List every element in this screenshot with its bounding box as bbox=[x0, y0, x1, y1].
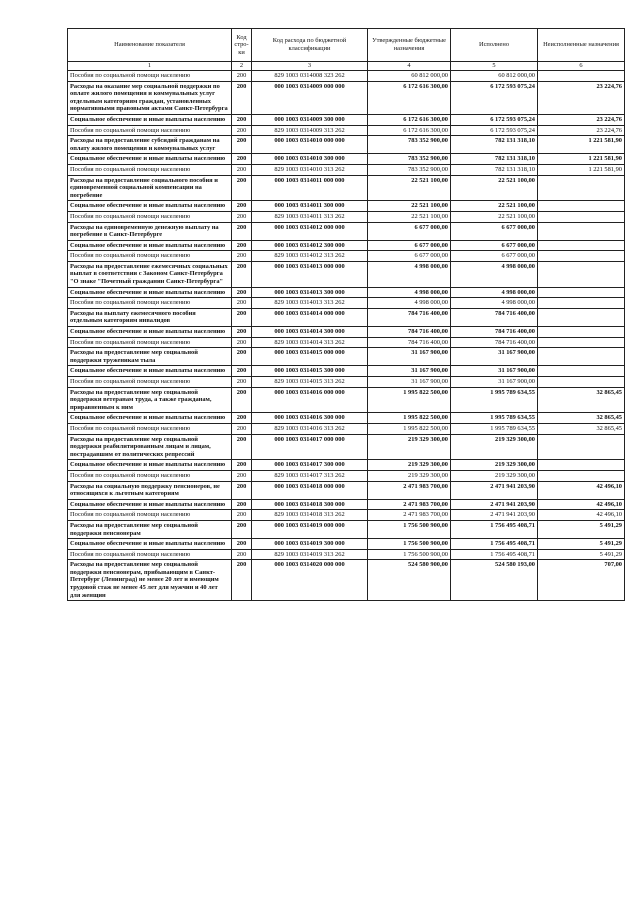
row-approved-amount: 22 521 100,00 bbox=[368, 211, 451, 222]
table-row bbox=[68, 71, 625, 82]
table-row bbox=[68, 287, 625, 298]
column-number: 5 bbox=[451, 62, 538, 71]
row-line-code: 200 bbox=[232, 211, 252, 222]
row-unexecuted-amount bbox=[538, 298, 625, 309]
row-indicator-name: Пособия по социальной помощи населению bbox=[68, 71, 232, 82]
row-executed-amount: 22 521 100,00 bbox=[451, 175, 538, 201]
row-approved-amount: 4 998 000,00 bbox=[368, 261, 451, 287]
row-expense-code: 000 1003 0314018 000 000 bbox=[252, 481, 368, 499]
row-expense-code: 000 1003 0314011 000 000 bbox=[252, 175, 368, 201]
column-number: 6 bbox=[538, 62, 625, 71]
row-approved-amount: 784 716 400,00 bbox=[368, 308, 451, 326]
row-approved-amount: 31 167 900,00 bbox=[368, 348, 451, 366]
table-header-row bbox=[68, 29, 625, 62]
row-unexecuted-amount: 32 865,45 bbox=[538, 413, 625, 424]
row-line-code: 200 bbox=[232, 164, 252, 175]
column-number: 2 bbox=[232, 62, 252, 71]
table-row bbox=[68, 560, 625, 601]
row-expense-code: 000 1003 0314014 300 000 bbox=[252, 327, 368, 338]
row-line-code: 200 bbox=[232, 366, 252, 377]
row-line-code: 200 bbox=[232, 114, 252, 125]
row-expense-code: 829 1003 0314016 313 262 bbox=[252, 423, 368, 434]
row-indicator-name: Социальное обеспечение и иные выплаты населению bbox=[68, 327, 232, 338]
row-expense-code: 000 1003 0314009 000 000 bbox=[252, 81, 368, 114]
row-unexecuted-amount bbox=[538, 222, 625, 240]
row-expense-code: 829 1003 0314008 323 262 bbox=[252, 71, 368, 82]
row-approved-amount: 22 521 100,00 bbox=[368, 201, 451, 212]
row-unexecuted-amount: 23 224,76 bbox=[538, 81, 625, 114]
table-row bbox=[68, 510, 625, 521]
budget-execution-table bbox=[67, 28, 625, 601]
row-approved-amount: 219 329 300,00 bbox=[368, 434, 451, 460]
row-line-code: 200 bbox=[232, 154, 252, 165]
row-expense-code: 000 1003 0314010 300 000 bbox=[252, 154, 368, 165]
row-unexecuted-amount bbox=[538, 201, 625, 212]
table-row bbox=[68, 81, 625, 114]
row-line-code: 200 bbox=[232, 413, 252, 424]
row-executed-amount: 782 131 318,10 bbox=[451, 136, 538, 154]
row-indicator-name: Расходы на выплату ежемесячного пособия отдельным категориям инвалидов bbox=[68, 308, 232, 326]
row-indicator-name: Пособия по социальной помощи населению bbox=[68, 125, 232, 136]
row-unexecuted-amount: 42 496,10 bbox=[538, 510, 625, 521]
row-executed-amount: 1 995 789 634,55 bbox=[451, 423, 538, 434]
header-executed: Исполнено bbox=[451, 29, 538, 62]
row-expense-code: 829 1003 0314009 313 262 bbox=[252, 125, 368, 136]
row-executed-amount: 4 998 000,00 bbox=[451, 287, 538, 298]
row-approved-amount: 1 756 500 900,00 bbox=[368, 520, 451, 538]
row-unexecuted-amount bbox=[538, 366, 625, 377]
row-indicator-name: Расходы на единовременную денежную выплату на погребение в Санкт-Петербурге bbox=[68, 222, 232, 240]
row-indicator-name: Расходы на предоставление мер социальной поддержки пенсионерам, прибывающим в Санкт-Петербург (Ленинград) не менее 20 лет и имеющим трудовой стаж не менее 45 лет для мужчин и 40 лет для женщин bbox=[68, 560, 232, 601]
row-approved-amount: 6 172 616 300,00 bbox=[368, 81, 451, 114]
row-unexecuted-amount: 1 221 581,90 bbox=[538, 154, 625, 165]
row-executed-amount: 524 580 193,00 bbox=[451, 560, 538, 601]
row-indicator-name: Пособия по социальной помощи населению bbox=[68, 549, 232, 560]
row-approved-amount: 31 167 900,00 bbox=[368, 377, 451, 388]
table-row bbox=[68, 154, 625, 165]
table-row bbox=[68, 201, 625, 212]
row-executed-amount: 1 756 495 408,71 bbox=[451, 539, 538, 550]
row-approved-amount: 1 995 822 500,00 bbox=[368, 387, 451, 413]
row-unexecuted-amount: 5 491,29 bbox=[538, 520, 625, 538]
row-indicator-name: Пособия по социальной помощи населению bbox=[68, 298, 232, 309]
column-number: 1 bbox=[68, 62, 232, 71]
row-indicator-name: Расходы на социальную поддержку пенсионеров, не относящихся к льготным категориям bbox=[68, 481, 232, 499]
row-approved-amount: 1 995 822 500,00 bbox=[368, 423, 451, 434]
row-expense-code: 829 1003 0314013 313 262 bbox=[252, 298, 368, 309]
row-approved-amount: 1 995 822 500,00 bbox=[368, 413, 451, 424]
row-executed-amount: 31 167 900,00 bbox=[451, 348, 538, 366]
row-unexecuted-amount bbox=[538, 240, 625, 251]
row-executed-amount: 6 677 000,00 bbox=[451, 222, 538, 240]
row-expense-code: 829 1003 0314012 313 262 bbox=[252, 251, 368, 262]
row-unexecuted-amount: 23 224,76 bbox=[538, 114, 625, 125]
row-expense-code: 000 1003 0314014 000 000 bbox=[252, 308, 368, 326]
row-expense-code: 000 1003 0314013 300 000 bbox=[252, 287, 368, 298]
row-unexecuted-amount: 707,00 bbox=[538, 560, 625, 601]
row-line-code: 200 bbox=[232, 460, 252, 471]
row-line-code: 200 bbox=[232, 348, 252, 366]
row-line-code: 200 bbox=[232, 434, 252, 460]
row-indicator-name: Социальное обеспечение и иные выплаты населению bbox=[68, 366, 232, 377]
row-unexecuted-amount bbox=[538, 71, 625, 82]
row-executed-amount: 4 998 000,00 bbox=[451, 261, 538, 287]
row-indicator-name: Расходы на предоставление мер социальной поддержки реабилитированным лицам и лицам, пострадавшим от политических репрессий bbox=[68, 434, 232, 460]
row-indicator-name: Расходы на предоставление социального пособия и единовременной социальной компенсации на погребение bbox=[68, 175, 232, 201]
row-unexecuted-amount: 32 865,45 bbox=[538, 423, 625, 434]
row-line-code: 200 bbox=[232, 81, 252, 114]
row-line-code: 200 bbox=[232, 222, 252, 240]
table-row bbox=[68, 549, 625, 560]
table-row bbox=[68, 164, 625, 175]
row-expense-code: 000 1003 0314015 000 000 bbox=[252, 348, 368, 366]
row-executed-amount: 2 471 941 203,90 bbox=[451, 499, 538, 510]
row-line-code: 200 bbox=[232, 520, 252, 538]
table-row bbox=[68, 499, 625, 510]
row-approved-amount: 784 716 400,00 bbox=[368, 327, 451, 338]
row-executed-amount: 219 329 300,00 bbox=[451, 460, 538, 471]
row-unexecuted-amount: 1 221 581,90 bbox=[538, 164, 625, 175]
row-expense-code: 000 1003 0314010 000 000 bbox=[252, 136, 368, 154]
row-executed-amount: 6 677 000,00 bbox=[451, 251, 538, 262]
row-approved-amount: 31 167 900,00 bbox=[368, 366, 451, 377]
row-executed-amount: 2 471 941 203,90 bbox=[451, 510, 538, 521]
row-expense-code: 000 1003 0314017 300 000 bbox=[252, 460, 368, 471]
table-row bbox=[68, 125, 625, 136]
row-indicator-name: Социальное обеспечение и иные выплаты населению bbox=[68, 114, 232, 125]
row-expense-code: 000 1003 0314016 300 000 bbox=[252, 413, 368, 424]
row-expense-code: 829 1003 0314015 313 262 bbox=[252, 377, 368, 388]
row-unexecuted-amount bbox=[538, 211, 625, 222]
row-line-code: 200 bbox=[232, 423, 252, 434]
table-row bbox=[68, 308, 625, 326]
row-approved-amount: 524 580 900,00 bbox=[368, 560, 451, 601]
row-executed-amount: 784 716 400,00 bbox=[451, 327, 538, 338]
table-row bbox=[68, 423, 625, 434]
row-unexecuted-amount: 42 496,10 bbox=[538, 499, 625, 510]
row-approved-amount: 1 756 500 900,00 bbox=[368, 539, 451, 550]
table-row bbox=[68, 387, 625, 413]
table-row bbox=[68, 261, 625, 287]
row-expense-code: 829 1003 0314019 313 262 bbox=[252, 549, 368, 560]
row-approved-amount: 2 471 983 700,00 bbox=[368, 481, 451, 499]
row-approved-amount: 219 329 300,00 bbox=[368, 470, 451, 481]
budget-report-sheet bbox=[67, 28, 624, 601]
row-line-code: 200 bbox=[232, 136, 252, 154]
row-line-code: 200 bbox=[232, 261, 252, 287]
row-expense-code: 829 1003 0314011 313 262 bbox=[252, 211, 368, 222]
table-row bbox=[68, 481, 625, 499]
row-approved-amount: 784 716 400,00 bbox=[368, 337, 451, 348]
row-executed-amount: 22 521 100,00 bbox=[451, 211, 538, 222]
row-unexecuted-amount bbox=[538, 460, 625, 471]
column-number-row bbox=[68, 62, 625, 71]
table-row bbox=[68, 175, 625, 201]
row-unexecuted-amount: 1 221 581,90 bbox=[538, 136, 625, 154]
row-executed-amount: 782 131 318,10 bbox=[451, 164, 538, 175]
row-unexecuted-amount bbox=[538, 470, 625, 481]
table-row bbox=[68, 539, 625, 550]
row-approved-amount: 22 521 100,00 bbox=[368, 175, 451, 201]
row-unexecuted-amount bbox=[538, 175, 625, 201]
row-expense-code: 000 1003 0314016 000 000 bbox=[252, 387, 368, 413]
row-approved-amount: 2 471 983 700,00 bbox=[368, 510, 451, 521]
row-line-code: 200 bbox=[232, 470, 252, 481]
table-row bbox=[68, 251, 625, 262]
row-unexecuted-amount bbox=[538, 434, 625, 460]
row-indicator-name: Социальное обеспечение и иные выплаты населению bbox=[68, 154, 232, 165]
table-body bbox=[68, 71, 625, 601]
header-line-code: Код стро-ки bbox=[232, 29, 252, 62]
row-executed-amount: 2 471 941 203,90 bbox=[451, 481, 538, 499]
row-executed-amount: 1 995 789 634,55 bbox=[451, 413, 538, 424]
row-approved-amount: 4 998 000,00 bbox=[368, 298, 451, 309]
table-row bbox=[68, 366, 625, 377]
row-unexecuted-amount: 42 496,10 bbox=[538, 481, 625, 499]
row-indicator-name: Пособия по социальной помощи населению bbox=[68, 423, 232, 434]
row-indicator-name: Социальное обеспечение и иные выплаты населению bbox=[68, 539, 232, 550]
row-approved-amount: 1 756 500 900,00 bbox=[368, 549, 451, 560]
row-expense-code: 829 1003 0314010 313 262 bbox=[252, 164, 368, 175]
table-row bbox=[68, 114, 625, 125]
row-indicator-name: Пособия по социальной помощи населению bbox=[68, 470, 232, 481]
row-executed-amount: 6 677 000,00 bbox=[451, 240, 538, 251]
row-line-code: 200 bbox=[232, 251, 252, 262]
row-indicator-name: Социальное обеспечение и иные выплаты населению bbox=[68, 240, 232, 251]
row-unexecuted-amount bbox=[538, 261, 625, 287]
row-indicator-name: Пособия по социальной помощи населению bbox=[68, 337, 232, 348]
row-approved-amount: 6 677 000,00 bbox=[368, 222, 451, 240]
row-indicator-name: Расходы на предоставление мер социальной поддержки ветеранам труда, а также гражданам, приравненным к ним bbox=[68, 387, 232, 413]
table-row bbox=[68, 240, 625, 251]
table-row bbox=[68, 348, 625, 366]
row-unexecuted-amount bbox=[538, 348, 625, 366]
table-row bbox=[68, 327, 625, 338]
table-row bbox=[68, 460, 625, 471]
row-expense-code: 000 1003 0314012 300 000 bbox=[252, 240, 368, 251]
row-approved-amount: 6 677 000,00 bbox=[368, 240, 451, 251]
row-line-code: 200 bbox=[232, 175, 252, 201]
row-executed-amount: 1 756 495 408,71 bbox=[451, 549, 538, 560]
header-approved: Утвержденные бюджетные назначения bbox=[368, 29, 451, 62]
table-row bbox=[68, 520, 625, 538]
row-expense-code: 829 1003 0314017 313 262 bbox=[252, 470, 368, 481]
row-executed-amount: 784 716 400,00 bbox=[451, 337, 538, 348]
row-approved-amount: 6 677 000,00 bbox=[368, 251, 451, 262]
row-expense-code: 000 1003 0314012 000 000 bbox=[252, 222, 368, 240]
row-approved-amount: 219 329 300,00 bbox=[368, 460, 451, 471]
row-indicator-name: Социальное обеспечение и иные выплаты населению bbox=[68, 460, 232, 471]
row-approved-amount: 783 352 900,00 bbox=[368, 164, 451, 175]
row-line-code: 200 bbox=[232, 201, 252, 212]
row-unexecuted-amount: 5 491,29 bbox=[538, 539, 625, 550]
row-expense-code: 829 1003 0314014 313 262 bbox=[252, 337, 368, 348]
row-unexecuted-amount bbox=[538, 337, 625, 348]
row-indicator-name: Социальное обеспечение и иные выплаты населению bbox=[68, 287, 232, 298]
row-unexecuted-amount: 32 865,45 bbox=[538, 387, 625, 413]
table-row bbox=[68, 413, 625, 424]
row-executed-amount: 6 172 593 075,24 bbox=[451, 114, 538, 125]
row-expense-code: 000 1003 0314018 300 000 bbox=[252, 499, 368, 510]
row-executed-amount: 6 172 593 075,24 bbox=[451, 81, 538, 114]
row-line-code: 200 bbox=[232, 298, 252, 309]
row-indicator-name: Пособия по социальной помощи населению bbox=[68, 510, 232, 521]
table-row bbox=[68, 298, 625, 309]
row-line-code: 200 bbox=[232, 337, 252, 348]
row-unexecuted-amount bbox=[538, 377, 625, 388]
row-line-code: 200 bbox=[232, 560, 252, 601]
row-line-code: 200 bbox=[232, 125, 252, 136]
table-row bbox=[68, 377, 625, 388]
row-expense-code: 000 1003 0314009 300 000 bbox=[252, 114, 368, 125]
row-indicator-name: Расходы на предоставление субсидий гражданам на оплату жилого помещения и коммунальных услуг bbox=[68, 136, 232, 154]
row-indicator-name: Расходы на оказание мер социальной поддержки по оплате жилого помещения и коммунальных услуг отдельным категориям граждан, установленных нормативными правовыми актами Санкт-Петербурга bbox=[68, 81, 232, 114]
header-indicator-name: Наименование показателя bbox=[68, 29, 232, 62]
row-line-code: 200 bbox=[232, 287, 252, 298]
row-approved-amount: 2 471 983 700,00 bbox=[368, 499, 451, 510]
table-row bbox=[68, 136, 625, 154]
row-approved-amount: 60 812 000,00 bbox=[368, 71, 451, 82]
row-approved-amount: 6 172 616 300,00 bbox=[368, 114, 451, 125]
table-row bbox=[68, 211, 625, 222]
row-indicator-name: Расходы на предоставление мер социальной поддержки труженикам тыла bbox=[68, 348, 232, 366]
row-line-code: 200 bbox=[232, 510, 252, 521]
row-line-code: 200 bbox=[232, 387, 252, 413]
column-number: 4 bbox=[368, 62, 451, 71]
row-expense-code: 000 1003 0314011 300 000 bbox=[252, 201, 368, 212]
row-executed-amount: 784 716 400,00 bbox=[451, 308, 538, 326]
row-line-code: 200 bbox=[232, 499, 252, 510]
row-expense-code: 000 1003 0314020 000 000 bbox=[252, 560, 368, 601]
row-approved-amount: 6 172 616 300,00 bbox=[368, 125, 451, 136]
row-executed-amount: 31 167 900,00 bbox=[451, 377, 538, 388]
row-executed-amount: 60 812 000,00 bbox=[451, 71, 538, 82]
row-expense-code: 829 1003 0314018 313 262 bbox=[252, 510, 368, 521]
row-executed-amount: 782 131 318,10 bbox=[451, 154, 538, 165]
row-indicator-name: Пособия по социальной помощи населению bbox=[68, 377, 232, 388]
row-indicator-name: Пособия по социальной помощи населению bbox=[68, 211, 232, 222]
row-indicator-name: Социальное обеспечение и иные выплаты населению bbox=[68, 201, 232, 212]
row-unexecuted-amount: 5 491,29 bbox=[538, 549, 625, 560]
row-executed-amount: 31 167 900,00 bbox=[451, 366, 538, 377]
table-row bbox=[68, 337, 625, 348]
table-row bbox=[68, 222, 625, 240]
row-executed-amount: 219 329 300,00 bbox=[451, 470, 538, 481]
row-executed-amount: 219 329 300,00 bbox=[451, 434, 538, 460]
header-unexecuted: Неисполненные назначения bbox=[538, 29, 625, 62]
row-expense-code: 000 1003 0314013 000 000 bbox=[252, 261, 368, 287]
row-line-code: 200 bbox=[232, 549, 252, 560]
row-approved-amount: 4 998 000,00 bbox=[368, 287, 451, 298]
row-line-code: 200 bbox=[232, 327, 252, 338]
row-expense-code: 000 1003 0314017 000 000 bbox=[252, 434, 368, 460]
row-indicator-name: Расходы на предоставление мер социальной поддержки пенсионерам bbox=[68, 520, 232, 538]
header-expense-code: Код расхода по бюджетной классификации bbox=[252, 29, 368, 62]
row-line-code: 200 bbox=[232, 240, 252, 251]
row-indicator-name: Расходы на предоставление ежемесячных социальных выплат в соответствии с Законом Санкт-Петербурга "О знаке "Почетный гражданин Санкт-Петербурга" bbox=[68, 261, 232, 287]
row-indicator-name: Пособия по социальной помощи населению bbox=[68, 164, 232, 175]
row-line-code: 200 bbox=[232, 481, 252, 499]
row-indicator-name: Социальное обеспечение и иные выплаты населению bbox=[68, 499, 232, 510]
row-unexecuted-amount bbox=[538, 327, 625, 338]
row-expense-code: 000 1003 0314019 000 000 bbox=[252, 520, 368, 538]
row-indicator-name: Социальное обеспечение и иные выплаты населению bbox=[68, 413, 232, 424]
row-approved-amount: 783 352 900,00 bbox=[368, 154, 451, 165]
column-number: 3 bbox=[252, 62, 368, 71]
row-unexecuted-amount bbox=[538, 251, 625, 262]
row-expense-code: 000 1003 0314019 300 000 bbox=[252, 539, 368, 550]
row-unexecuted-amount bbox=[538, 287, 625, 298]
row-executed-amount: 1 995 789 634,55 bbox=[451, 387, 538, 413]
table-row bbox=[68, 434, 625, 460]
row-executed-amount: 22 521 100,00 bbox=[451, 201, 538, 212]
row-executed-amount: 4 998 000,00 bbox=[451, 298, 538, 309]
row-executed-amount: 6 172 593 075,24 bbox=[451, 125, 538, 136]
row-executed-amount: 1 756 495 408,71 bbox=[451, 520, 538, 538]
row-line-code: 200 bbox=[232, 539, 252, 550]
row-unexecuted-amount: 23 224,76 bbox=[538, 125, 625, 136]
row-line-code: 200 bbox=[232, 71, 252, 82]
row-line-code: 200 bbox=[232, 308, 252, 326]
table-row bbox=[68, 470, 625, 481]
row-expense-code: 000 1003 0314015 300 000 bbox=[252, 366, 368, 377]
row-indicator-name: Пособия по социальной помощи населению bbox=[68, 251, 232, 262]
row-line-code: 200 bbox=[232, 377, 252, 388]
row-unexecuted-amount bbox=[538, 308, 625, 326]
row-approved-amount: 783 352 900,00 bbox=[368, 136, 451, 154]
